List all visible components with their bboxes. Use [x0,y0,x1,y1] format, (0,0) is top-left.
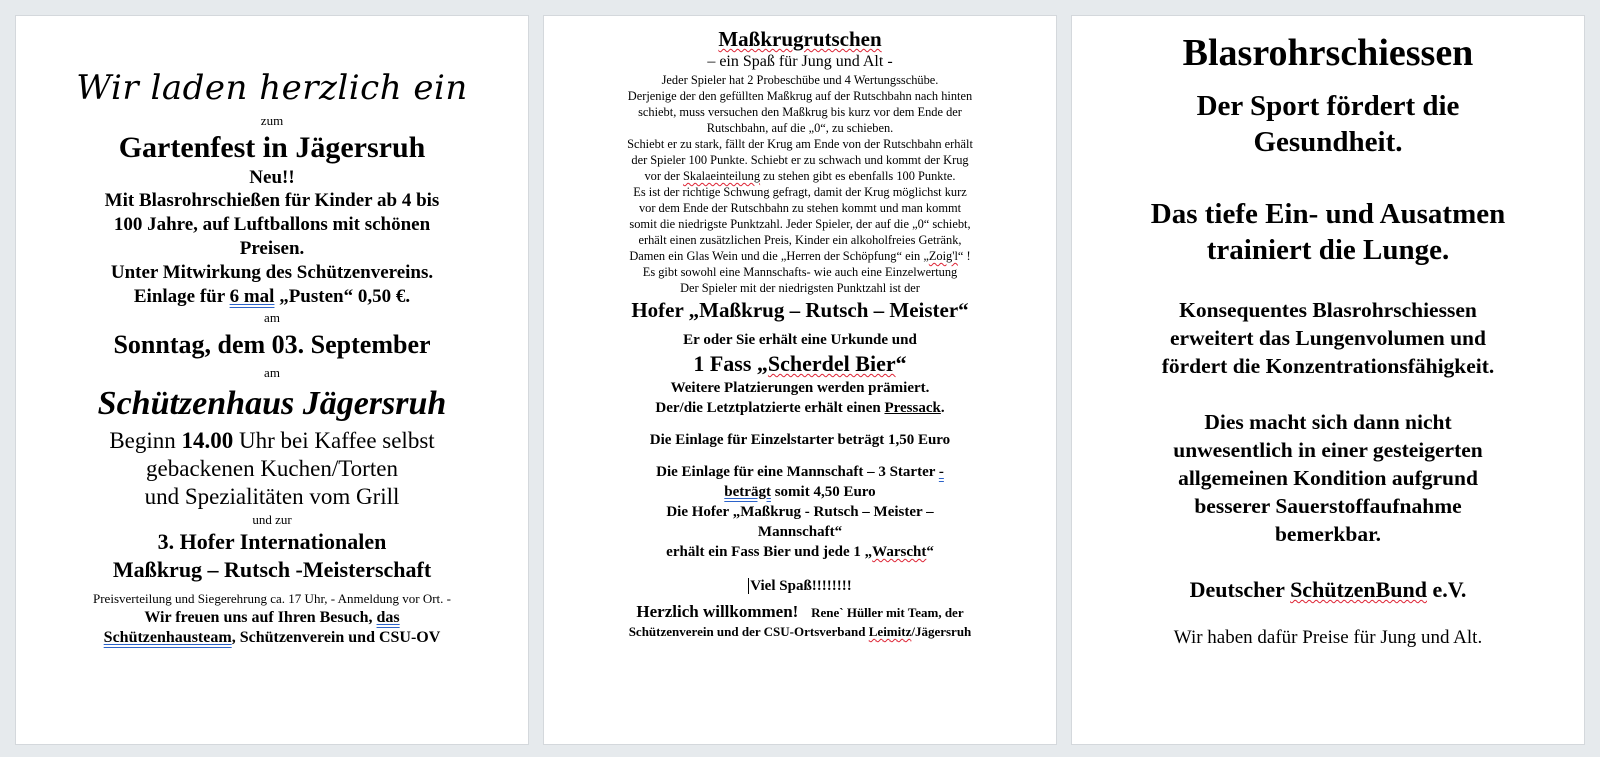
viel-spass-text: Viel Spaß!!!!!!!! [750,578,852,594]
viel-spass-line [544,576,1056,596]
para1-line-2: erweitert das Lungenvolumen und [1170,326,1486,350]
para2-line-5: bemerkbar. [1274,522,1382,546]
body-line-2: 100 Jahre, auf Luftballons mit schönen [113,214,431,235]
rule-line-14: Der Spieler mit der niedrigsten Punktzahl ist der [680,281,920,295]
rule-line-4: Rutschbahn, auf die „0“, zu schieben. [706,121,894,135]
letzt-prefix: Der/die Letztplatzierte erhält einen [655,400,885,416]
page-3-content [1072,28,1584,650]
para2-line-2: unwesentlich in einer gesteigerten [1173,438,1483,462]
herzlich-text: Herzlich willkommen! [636,602,799,621]
meisterschaft-line-2: Maßkrug – Rutsch -Meisterschaft [112,557,432,582]
team-line-2-prefix: Schützenverein und der CSU-Ortsverband [628,624,869,639]
urkunde-line: Er oder Sie erhält eine Urkunde und [683,332,917,348]
atmen-line-2: trainiert die Lunge. [1206,234,1450,266]
para2-line-3: allgemeinen Kondition aufgrund [1178,466,1478,490]
rule-line-3: schiebt, muss versuchen den Maßkrug bis kurz vor dem Ende der [638,105,962,119]
skala-suffix: zu stehen gibt es ebenfalls 100 Punkte. [760,169,956,183]
team-line-2 [544,623,1056,641]
invite-heading: Wir laden herzlich ein [76,68,468,108]
mannschaft-suffix: somit 4,50 Euro [770,484,876,500]
para1-line-1: Konsequentes Blasrohrschiessen [1179,298,1477,322]
rule-line-10: somit die niedrigste Punktzahl. Jeder Spieler, der auf die „0“ schiebt, [629,217,971,231]
zoigl-suffix: “ ! [957,249,971,263]
rule-line-5: Schiebt er zu stark, fällt der Krug am Ende von der Rutschbahn erhält [627,137,973,151]
letzt-word: Pressack [884,400,941,416]
atmen-line-1: Das tiefe Ein- und Ausatmen [1150,198,1506,230]
thanks-underlined-2: Schützenhausteam [103,629,232,646]
am-text-2: am [264,365,280,380]
prize-info: Preisverteilung und Siegerehrung ca. 17 Uhr, - Anmeldung vor Ort. - [93,591,451,606]
rule-line-6: der Spieler 100 Punkte. Schiebt er zu schwach und kommt der Krug [631,153,969,167]
event-venue: Schützenhaus Jägersruh [97,385,447,422]
rule-line-7 [544,168,1056,184]
einzel-line: Die Einlage für Einzelstarter beträgt 1,50 Euro [649,432,951,448]
sport-line-2: Gesundheit. [1253,126,1403,158]
page-1-content [16,64,528,648]
thanks-line-2 [16,628,528,648]
sport-line-1: Der Sport fördert die [1196,90,1460,122]
mannschaft-prefix: Die Einlage für eine Mannschaft – 3 Starter [656,464,939,480]
event-title: Gartenfest in Jägersruh [118,131,426,164]
zoigl-word: Zoig'l [928,249,958,263]
rule-line-13: Es gibt sowohl eine Mannschafts- wie auch eine Einzelwertung [642,265,958,279]
zoigl-prefix: Damen ein Glas Wein und die „Herren der Schöpfung“ ein „ [629,249,929,263]
hofer-team-line-2: Mannschaft“ [757,524,843,540]
team-leimitz: Leimitz [868,624,912,639]
thanks-line-1 [16,608,528,628]
mannschaft-word: beträgt [724,484,771,500]
begin-line-1 [16,427,528,455]
thanks-prefix: Wir freuen uns auf Ihren Besuch, [144,609,377,626]
rules-title-text: Maßkrugrutschen [718,27,882,51]
begin-prefix: Beginn [109,428,182,453]
team-line-2-suffix: /Jägersruh [911,624,972,639]
thanks-underlined-1: das [376,609,400,626]
page-3-title: Blasrohrschiessen [1182,32,1474,74]
hofer-title: Hofer „Maßkrug – Rutsch – Meister“ [631,298,969,322]
neu-text: Neu!! [249,167,295,188]
zum-text: zum [260,113,284,128]
rule-line-11: erhält einen zusätzlichen Preis, Kinder ein alkoholfreies Getränk, [638,233,962,247]
rule-line-12 [544,248,1056,264]
body-line-3: Preisen. [239,238,305,259]
rule-line-2: Derjenige der den gefüllten Maßkrug auf der Rutschbahn nach hinten [627,89,973,103]
mannschaft-dash: - [938,464,944,480]
warscht-line [544,542,1056,562]
einlage-underlined: 6 mal [229,286,275,307]
para1-line-3: fördert die Konzentrationsfähigkeit. [1161,354,1495,378]
org-word: SchützenBund [1290,577,1428,602]
fass-prefix: 1 Fass „ [693,351,768,376]
einlage-suffix: „Pusten“ 0,50 €. [274,286,411,307]
begin-time: 14.00 [181,428,234,453]
einlage-line [16,285,528,309]
rules-title [544,26,1056,52]
hofer-team-line-1: Die Hofer „Maßkrug - Rutsch – Meister – [666,504,934,520]
body-line-4: Unter Mitwirkung des Schützenvereins. [110,262,434,283]
meisterschaft-line-1: 3. Hofer Internationalen [157,529,387,554]
begin-line-3: und Spezialitäten vom Grill [144,484,400,509]
org-prefix: Deutscher [1189,577,1291,602]
mannschaft-line-1 [544,462,1056,482]
rule-line-1: Jeder Spieler hat 2 Probeschübe und 4 Wertungsschübe. [661,73,939,87]
mannschaft-line-2 [544,482,1056,502]
fass-line [544,350,1056,378]
org-suffix: e.V. [1427,577,1467,602]
begin-line-2: gebackenen Kuchen/Torten [146,456,398,481]
skala-word: Skalaeinteilung [682,169,761,183]
herzlich-line [544,602,1056,623]
page-2-content [544,26,1056,641]
letzt-line [544,398,1056,418]
organization-line [1072,576,1584,604]
letzt-suffix: . [940,400,945,416]
para2-line-1: Dies macht sich dann nicht [1204,410,1452,434]
team-prefix: Rene` Hüller mit Team, der [811,605,964,620]
event-date: Sonntag, dem 03. September [113,330,431,359]
page-3-footer: Wir haben dafür Preise für Jung und Alt. [1173,627,1483,648]
document-page-2[interactable] [543,15,1057,745]
am-text-1: am [264,310,280,325]
document-page-1[interactable] [15,15,529,745]
begin-suffix: Uhr bei Kaffee selbst [233,428,435,453]
warscht-word: Warscht [872,544,927,560]
fass-word: Scherdel Bier [767,351,896,376]
fass-suffix: “ [895,351,907,376]
und-zur-text: und zur [252,512,292,527]
warscht-prefix: erhält ein Fass Bier und jede 1 „ [666,544,873,560]
einlage-prefix: Einlage für [133,286,230,307]
rules-subtitle: – ein Spaß für Jung und Alt - [707,53,893,70]
document-page-3[interactable] [1071,15,1585,745]
warscht-suffix: “ [926,544,934,560]
body-line-1: Mit Blasrohrschießen für Kinder ab 4 bis [104,190,440,211]
thanks-suffix: , Schützenverein und CSU-OV [231,629,441,646]
para2-line-4: besserer Sauerstoffaufnahme [1194,494,1462,518]
rule-line-9: vor dem Ende der Rutschbahn zu stehen kommt und man kommt [638,201,962,215]
skala-prefix: vor der [644,169,683,183]
rule-line-8: Es ist der richtige Schwung gefragt, damit der Krug möglichst kurz [633,185,967,199]
weitere-line: Weitere Platzierungen werden prämiert. [670,380,930,396]
